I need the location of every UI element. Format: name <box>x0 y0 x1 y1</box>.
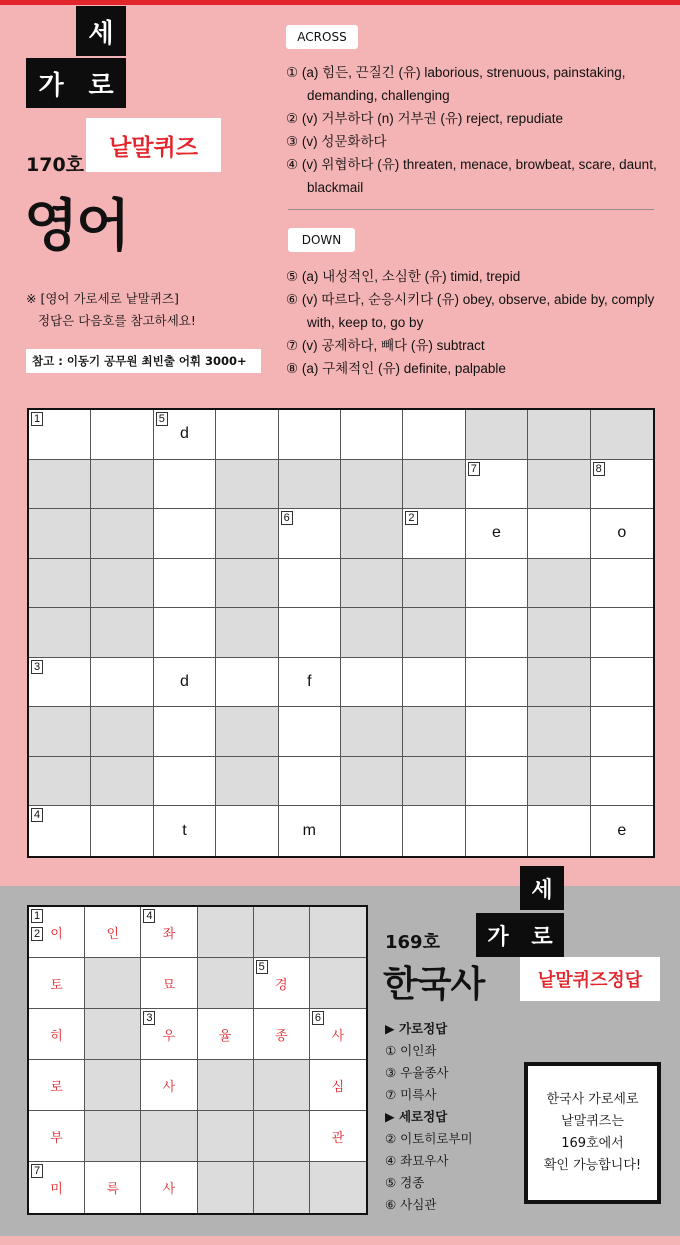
cell-letter: e <box>617 822 627 840</box>
across-clue-4: ④ (v) 위협하다 (유) threaten, menace, browbeat, scare, daunt, blackmail <box>286 157 657 195</box>
grid-cell[interactable] <box>403 658 465 708</box>
grid-cell <box>403 757 465 807</box>
grid-cell <box>341 757 403 807</box>
grid-cell[interactable] <box>466 806 528 856</box>
grid-cell[interactable] <box>466 707 528 757</box>
grid-cell <box>216 509 278 559</box>
grid-cell[interactable] <box>279 559 341 609</box>
down-answer-2: ② 이토히로부미 <box>385 1131 473 1146</box>
grid-cell[interactable] <box>91 658 153 708</box>
clue-number: 4 <box>31 808 43 822</box>
grid-cell <box>403 707 465 757</box>
grid-cell <box>91 509 153 559</box>
clue-number: 3 <box>143 1011 155 1025</box>
across-answer-7: ⑦ 미륵사 <box>385 1087 437 1102</box>
quiz-label: 낱말퀴즈 <box>86 118 221 172</box>
grid-cell[interactable] <box>91 806 153 856</box>
note-line-1: ※ [영어 가로세로 낱말퀴즈] <box>26 291 179 306</box>
grid-cell[interactable] <box>91 410 153 460</box>
grid-cell[interactable] <box>403 410 465 460</box>
answer-title-block-ga: 가 <box>476 913 520 957</box>
grid-cell <box>528 410 590 460</box>
grid-cell[interactable] <box>141 958 197 1009</box>
grid-cell[interactable] <box>141 907 197 958</box>
grid-cell[interactable] <box>85 1162 141 1213</box>
grid-cell <box>198 1060 254 1111</box>
clue-number: 5 <box>156 412 168 426</box>
cell-letter: f <box>307 673 312 691</box>
grid-cell <box>91 707 153 757</box>
grid-cell[interactable] <box>154 410 216 460</box>
grid-cell <box>466 410 528 460</box>
top-accent-bar <box>0 0 680 5</box>
grid-cell <box>29 509 91 559</box>
grid-cell <box>85 958 141 1009</box>
cell-letter: o <box>617 524 627 542</box>
grid-cell[interactable] <box>591 559 653 609</box>
clue-number: 7 <box>31 1164 43 1178</box>
grid-cell <box>141 1111 197 1162</box>
grid-cell[interactable] <box>29 1009 85 1060</box>
grid-cell <box>279 460 341 510</box>
cell-letter: 관 <box>331 1129 345 1145</box>
down-answers-heading: ▶ 세로정답 <box>385 1109 448 1124</box>
grid-cell[interactable] <box>279 806 341 856</box>
cell-letter: 율 <box>218 1027 232 1043</box>
grid-cell <box>198 1162 254 1213</box>
grid-cell[interactable] <box>154 559 216 609</box>
grid-cell[interactable] <box>29 1162 85 1213</box>
grid-cell[interactable] <box>29 958 85 1009</box>
clue-number: 3 <box>31 660 43 674</box>
down-answer-6: ⑥ 사심관 <box>385 1197 437 1212</box>
across-label: ACROSS <box>286 25 358 49</box>
clue-number: 6 <box>281 511 293 525</box>
answer-issue-number: 169호 <box>385 932 440 953</box>
cell-letter: 우 <box>162 1027 176 1043</box>
across-answer-3: ③ 우율종사 <box>385 1065 449 1080</box>
grid-cell[interactable] <box>154 608 216 658</box>
clue-number: 5 <box>256 960 268 974</box>
grid-cell <box>198 907 254 958</box>
grid-cell <box>341 559 403 609</box>
grid-cell <box>310 1162 366 1213</box>
grid-cell[interactable] <box>591 460 653 510</box>
clue-divider <box>288 209 654 210</box>
grid-cell <box>216 757 278 807</box>
grid-cell[interactable] <box>310 1111 366 1162</box>
grid-cell <box>341 608 403 658</box>
grid-cell[interactable] <box>341 806 403 856</box>
cell-letter: 부 <box>50 1129 63 1145</box>
grid-cell[interactable] <box>279 707 341 757</box>
clue-number: 6 <box>312 1011 324 1025</box>
grid-cell <box>254 1111 310 1162</box>
cell-letter: t <box>182 822 187 840</box>
grid-cell <box>254 1162 310 1213</box>
grid-cell[interactable] <box>279 410 341 460</box>
cell-letter: 사 <box>162 1181 176 1196</box>
grid-cell[interactable] <box>279 757 341 807</box>
grid-cell[interactable] <box>141 1162 197 1213</box>
crossword-grid-169 <box>27 905 368 1215</box>
grid-cell[interactable] <box>154 757 216 807</box>
issue-number: 170호 <box>26 154 85 176</box>
clue-number: 1 <box>31 909 43 923</box>
grid-cell <box>198 958 254 1009</box>
grid-cell[interactable] <box>254 1009 310 1060</box>
grid-cell <box>341 707 403 757</box>
grid-cell <box>85 1111 141 1162</box>
grid-cell <box>528 559 590 609</box>
grid-cell <box>85 1009 141 1060</box>
grid-cell <box>403 559 465 609</box>
cell-letter: 이 <box>50 925 63 941</box>
grid-cell[interactable] <box>154 658 216 708</box>
cell-letter: m <box>302 822 316 840</box>
answer-label: 낱말퀴즈정답 <box>520 957 660 1001</box>
notice-line-3: 169호에서 <box>561 1136 624 1151</box>
across-clues <box>286 61 666 199</box>
grid-cell[interactable] <box>591 806 653 856</box>
grid-cell <box>254 907 310 958</box>
grid-cell <box>216 608 278 658</box>
title-block-ro: 로 <box>76 58 126 108</box>
notice-line-4: 확인 가능합니다! <box>543 1158 642 1173</box>
across-answers-heading: ▶ 가로정답 <box>385 1021 448 1036</box>
cell-letter: 인 <box>106 925 120 941</box>
cell-letter: 심 <box>331 1078 345 1094</box>
grid-cell[interactable] <box>29 907 85 958</box>
grid-cell[interactable] <box>403 806 465 856</box>
clue-number: 2 <box>31 927 43 941</box>
grid-cell[interactable] <box>254 958 310 1009</box>
grid-cell[interactable] <box>216 658 278 708</box>
grid-cell[interactable] <box>591 608 653 658</box>
bottom-accent-bar <box>0 1236 680 1245</box>
reference-tag: 참고 : 이동기 공무원 최빈출 어휘 3000+ <box>26 349 261 373</box>
answer-title-block-se: 세 <box>520 866 564 910</box>
grid-cell <box>216 460 278 510</box>
grid-cell[interactable] <box>591 658 653 708</box>
grid-cell[interactable] <box>528 806 590 856</box>
across-answer-1: ① 이인좌 <box>385 1043 437 1058</box>
grid-cell <box>29 559 91 609</box>
cell-letter: 사 <box>162 1078 176 1094</box>
grid-cell <box>91 460 153 510</box>
grid-cell <box>528 608 590 658</box>
grid-cell[interactable] <box>341 658 403 708</box>
grid-cell <box>403 460 465 510</box>
cell-letter: 좌 <box>162 925 176 941</box>
grid-cell <box>341 509 403 559</box>
grid-cell[interactable] <box>216 806 278 856</box>
grid-cell <box>528 658 590 708</box>
down-clue-8: ⑧ (a) 구체적인 (유) definite, palpable <box>286 361 506 376</box>
grid-cell[interactable] <box>154 460 216 510</box>
grid-cell[interactable] <box>29 1060 85 1111</box>
grid-cell[interactable] <box>591 509 653 559</box>
grid-cell[interactable] <box>466 658 528 708</box>
notice-box <box>524 1062 661 1204</box>
grid-cell[interactable] <box>528 509 590 559</box>
grid-cell <box>528 757 590 807</box>
down-clue-6: ⑥ (v) 따르다, 순응시키다 (유) obey, observe, abide by, comply with, keep to, go by <box>286 292 655 330</box>
cell-letter: d <box>180 673 189 691</box>
cell-letter: 미 <box>50 1181 63 1196</box>
down-answer-4: ④ 좌묘우사 <box>385 1153 449 1168</box>
grid-cell <box>216 707 278 757</box>
grid-cell[interactable] <box>154 806 216 856</box>
note-line-2: 정답은 다음호를 참고하세요! <box>38 313 196 328</box>
grid-cell[interactable] <box>466 608 528 658</box>
grid-cell[interactable] <box>466 757 528 807</box>
grid-cell[interactable] <box>141 1009 197 1060</box>
clue-number: 1 <box>31 412 43 426</box>
clue-number: 4 <box>143 909 155 923</box>
grid-cell[interactable] <box>29 658 91 708</box>
grid-cell <box>29 757 91 807</box>
cell-letter: d <box>180 425 189 443</box>
down-clues <box>286 265 666 380</box>
grid-cell <box>198 1111 254 1162</box>
notice-line-2: 낱말퀴즈는 <box>561 1114 624 1129</box>
cell-letter: 종 <box>274 1027 288 1043</box>
grid-cell[interactable] <box>141 1060 197 1111</box>
grid-cell[interactable] <box>216 410 278 460</box>
cell-letter: 사 <box>331 1027 345 1043</box>
grid-cell[interactable] <box>591 707 653 757</box>
cell-letter: 로 <box>50 1078 63 1094</box>
grid-cell[interactable] <box>29 806 91 856</box>
subject-title: 영어 <box>24 194 129 259</box>
grid-cell <box>29 707 91 757</box>
grid-cell <box>91 559 153 609</box>
grid-cell <box>310 958 366 1009</box>
grid-cell[interactable] <box>466 460 528 510</box>
cell-letter: 륵 <box>106 1181 120 1196</box>
grid-cell[interactable] <box>341 410 403 460</box>
grid-cell <box>403 608 465 658</box>
grid-cell[interactable] <box>154 707 216 757</box>
grid-cell[interactable] <box>466 559 528 609</box>
cell-letter: 묘 <box>162 976 176 992</box>
title-block-ga: 가 <box>26 58 76 108</box>
grid-cell <box>254 1060 310 1111</box>
grid-cell[interactable] <box>279 658 341 708</box>
grid-cell[interactable] <box>154 509 216 559</box>
grid-cell <box>29 460 91 510</box>
grid-cell[interactable] <box>310 1060 366 1111</box>
grid-cell[interactable] <box>279 509 341 559</box>
clue-number: 2 <box>405 511 417 525</box>
clue-number: 7 <box>468 462 480 476</box>
grid-cell[interactable] <box>29 1111 85 1162</box>
grid-cell <box>310 907 366 958</box>
cell-letter: 경 <box>274 976 288 992</box>
grid-cell[interactable] <box>279 608 341 658</box>
grid-cell[interactable] <box>29 410 91 460</box>
grid-cell[interactable] <box>591 757 653 807</box>
grid-cell <box>591 410 653 460</box>
grid-cell <box>91 757 153 807</box>
grid-cell <box>528 707 590 757</box>
title-block-se: 세 <box>76 6 126 56</box>
cell-letter: 히 <box>50 1027 63 1043</box>
clue-number: 8 <box>593 462 605 476</box>
cell-letter: e <box>492 524 501 542</box>
answer-list <box>385 1018 473 1216</box>
across-clue-3: ③ (v) 성문화하다 <box>286 134 387 149</box>
grid-cell[interactable] <box>466 509 528 559</box>
grid-cell <box>216 559 278 609</box>
across-clue-2: ② (v) 거부하다 (n) 거부권 (유) reject, repudiate <box>286 111 563 126</box>
down-label: DOWN <box>288 228 355 252</box>
cell-letter: 토 <box>50 976 63 992</box>
grid-cell[interactable] <box>85 907 141 958</box>
grid-cell[interactable] <box>310 1009 366 1060</box>
grid-cell <box>91 608 153 658</box>
answer-title-block-ro: 로 <box>520 913 564 957</box>
down-answer-5: ⑤ 경종 <box>385 1175 425 1190</box>
down-clue-5: ⑤ (a) 내성적인, 소심한 (유) timid, trepid <box>286 269 521 284</box>
answer-subject-title: 한국사 <box>383 964 485 1005</box>
crossword-grid-170 <box>27 408 655 858</box>
grid-cell <box>29 608 91 658</box>
grid-cell <box>85 1060 141 1111</box>
down-clue-7: ⑦ (v) 공제하다, 빼다 (유) subtract <box>286 338 485 353</box>
grid-cell[interactable] <box>198 1009 254 1060</box>
grid-cell <box>528 460 590 510</box>
grid-cell <box>341 460 403 510</box>
across-clue-1: ① (a) 힘든, 끈질긴 (유) laborious, strenuous, painstaking, demanding, challenging <box>286 65 626 103</box>
notice-line-1: 한국사 가로세로 <box>546 1092 639 1107</box>
grid-cell[interactable] <box>403 509 465 559</box>
